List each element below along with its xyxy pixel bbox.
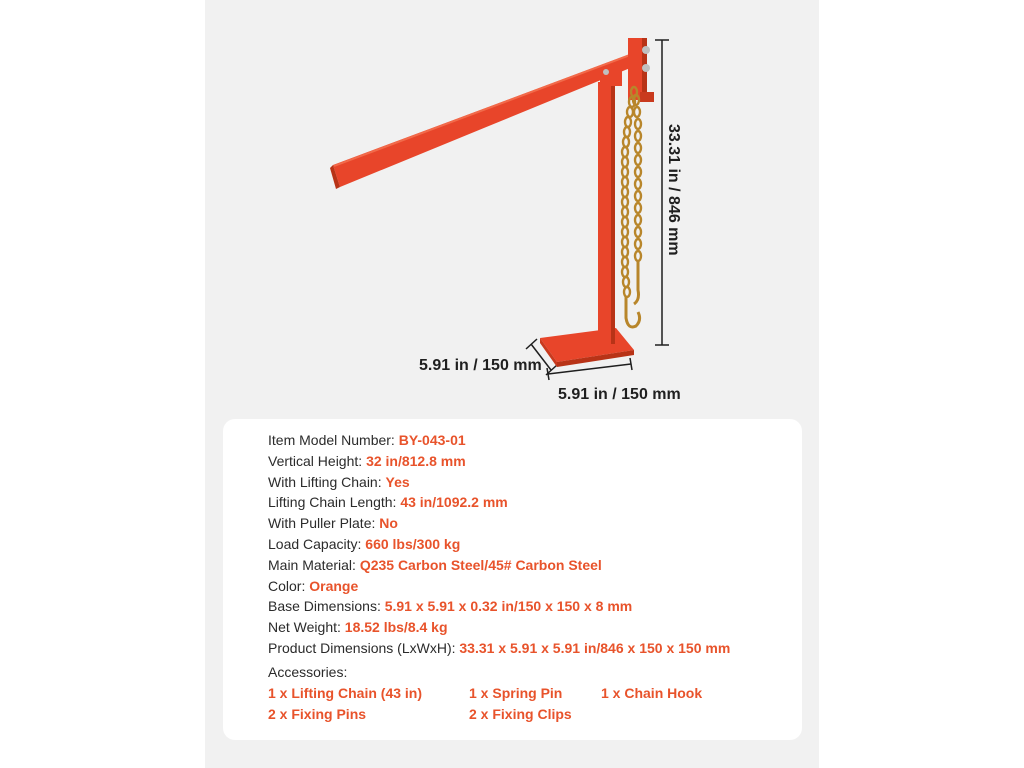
vertical-post [598, 82, 615, 344]
spec-value: 18.52 lbs/8.4 kg [344, 619, 448, 636]
base-depth-label: 5.91 in / 150 mm [419, 357, 542, 374]
spec-value: Yes [385, 473, 410, 490]
base-plate [540, 328, 634, 367]
accessory-chain-hook: 1 x Chain Hook [601, 685, 703, 701]
spec-label: Load Capacity: [268, 535, 366, 552]
base-width-label: 5.91 in / 150 mm [558, 386, 681, 403]
accessory-lifting-chain: 1 x Lifting Chain (43 in) [268, 685, 423, 701]
spec-label: Base Dimensions: [268, 598, 385, 615]
spec-value: 5.91 x 5.91 x 0.32 in/150 x 150 x 8 mm [384, 598, 633, 615]
spec-label: Color: [268, 577, 310, 594]
spec-label: Product Dimensions (LxWxH): [268, 639, 460, 656]
spec-row-load-capacity [268, 534, 730, 555]
accessory-fixing-clips: 2 x Fixing Clips [469, 706, 572, 722]
spec-label: Item Model Number: [268, 432, 399, 448]
spec-row-net-weight [268, 617, 730, 638]
specifications-card [223, 419, 802, 740]
handle-bar [330, 51, 640, 189]
accessory-spring-pin: 1 x Spring Pin [469, 685, 563, 701]
spec-list [268, 430, 730, 659]
spec-value: 660 lbs/300 kg [365, 535, 461, 552]
spec-label: With Lifting Chain: [268, 473, 386, 490]
spec-row-base-dimensions [268, 596, 730, 617]
spec-value: 33.31 x 5.91 x 5.91 in/846 x 150 x 150 mm [459, 639, 731, 656]
spec-label: With Puller Plate: [268, 515, 380, 532]
spec-row-product-dimensions [268, 638, 730, 659]
spec-row-model [268, 430, 730, 451]
spec-row-lifting-chain [268, 472, 730, 493]
accessories-title: Accessories: [268, 664, 348, 680]
spec-label: Net Weight: [268, 619, 345, 636]
spec-value: Orange [309, 577, 359, 594]
spec-value: Q235 Carbon Steel/45# Carbon Steel [359, 556, 602, 573]
spec-value: BY-043-01 [398, 432, 466, 448]
spec-value: 32 in/812.8 mm [366, 452, 466, 469]
spec-row-material [268, 555, 730, 576]
height-label: 33.31 in / 846 mm [665, 124, 682, 256]
spec-row-chain-length [268, 492, 730, 513]
spec-label: Lifting Chain Length: [268, 494, 401, 511]
spec-row-color [268, 576, 730, 597]
spec-label: Vertical Height: [268, 452, 367, 469]
spec-row-puller-plate [268, 513, 730, 534]
spec-value: 43 in/1092.2 mm [400, 494, 508, 511]
spec-row-vertical-height [268, 451, 730, 472]
spec-value: No [379, 515, 398, 532]
spec-label: Main Material: [268, 556, 360, 573]
accessory-fixing-pins: 2 x Fixing Pins [268, 706, 367, 722]
